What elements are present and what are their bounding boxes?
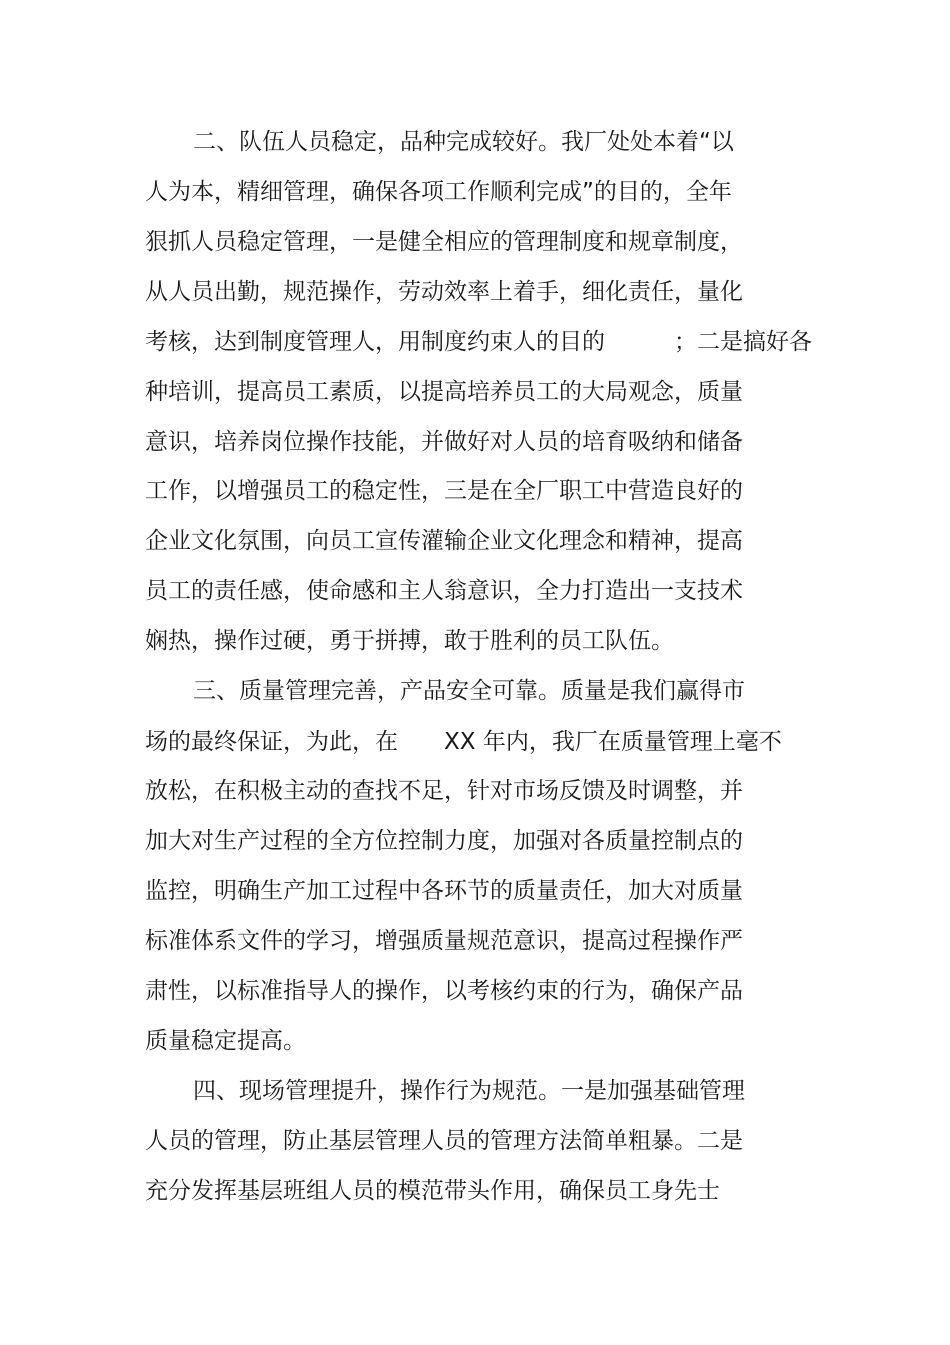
paragraph-3-line-2: 场的最终保证，为此，在 XX 年内，我厂在质量管理上毫不 <box>145 729 782 755</box>
paragraph-2-line-2: 人为本，精细管理，确保各项工作顺利完成”的目的，全年 <box>145 179 732 205</box>
paragraph-2-line-6: 种培训，提高员工素质，以提高培养员工的大局观念，质量 <box>145 379 743 405</box>
paragraph-2-line-5: 考核，达到制度管理人，用制度约束人的目的 ；二是搞好各 <box>145 329 812 355</box>
paragraph-2-line-10: 员工的责任感，使命感和主人翁意识，全力打造出一支技术 <box>145 578 743 604</box>
paragraph-4-line-3: 充分发挥基层班组人员的模范带头作用，确保员工身先士 <box>145 1178 720 1204</box>
paragraph-2-line-3: 狠抓人员稳定管理，一是健全相应的管理制度和规章制度， <box>145 229 743 255</box>
paragraph-3-line-3: 放松，在积极主动的查找不足，针对市场反馈及时调整，并 <box>145 778 743 804</box>
paragraph-3-line-6: 标准体系文件的学习，增强质量规范意识，提高过程操作严 <box>145 928 743 954</box>
paragraph-2-line-11: 娴热，操作过硬，勇于拼搏，敢于胜利的员工队伍。 <box>145 628 674 654</box>
paragraph-3-line-5: 监控，明确生产加工过程中各环节的质量责任，加大对质量 <box>145 878 743 904</box>
paragraph-3-line-7: 肃性，以标准指导人的操作，以考核约束的行为，确保产品 <box>145 978 743 1004</box>
paragraph-2-line-1: 二、队伍人员稳定，品种完成较好。我厂处处本着“以 <box>193 129 734 155</box>
paragraph-2-line-8: 工作，以增强员工的稳定性，三是在全厂职工中营造良好的 <box>145 478 743 504</box>
paragraph-2-line-7: 意识，培养岗位操作技能，并做好对人员的培育吸纳和储备 <box>145 429 743 455</box>
paragraph-2-line-4: 从人员出勤，规范操作，劳动效率上着手，细化责任，量化 <box>145 279 743 305</box>
paragraph-3-line-8: 质量稳定提高。 <box>145 1028 306 1054</box>
paragraph-3-line-1: 三、质量管理完善，产品安全可靠。质量是我们赢得市 <box>193 678 745 704</box>
paragraph-4-line-2: 人员的管理，防止基层管理人员的管理方法简单粗暴。二是 <box>145 1128 743 1154</box>
paragraph-2-line-9: 企业文化氛围，向员工宣传灌输企业文化理念和精神，提高 <box>145 528 743 554</box>
paragraph-3-line-4: 加大对生产过程的全方位控制力度，加强对各质量控制点的 <box>145 828 743 854</box>
paragraph-4-line-1: 四、现场管理提升，操作行为规范。一是加强基础管理 <box>193 1078 745 1104</box>
